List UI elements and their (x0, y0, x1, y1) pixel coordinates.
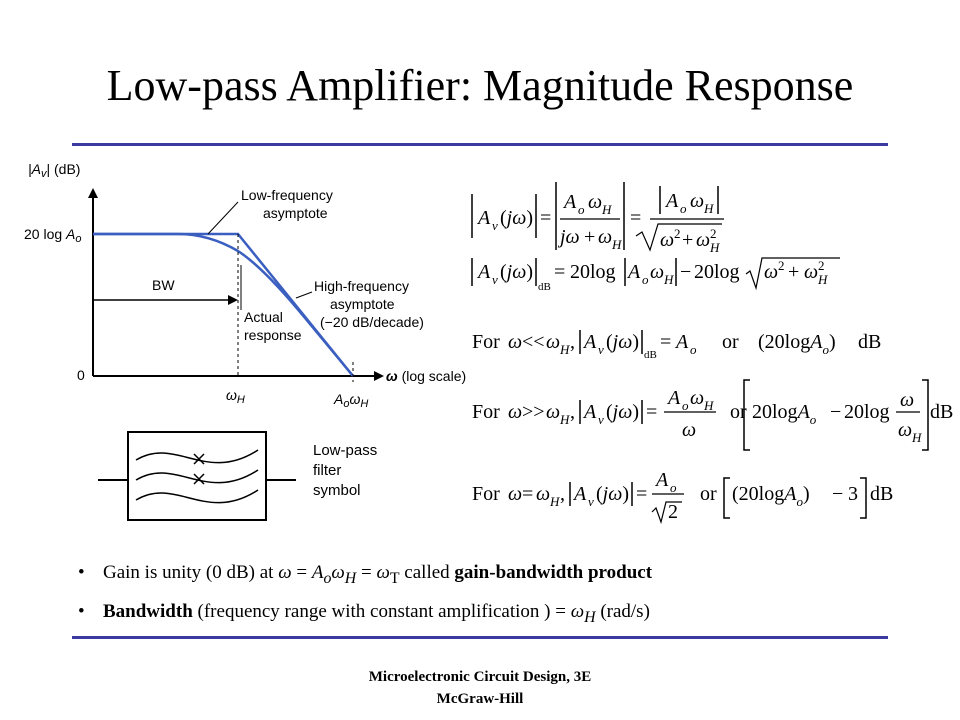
svg-text:ν: ν (598, 342, 604, 357)
svg-text:dB: dB (870, 483, 894, 505)
svg-text:(jω): (jω) (500, 207, 534, 229)
svg-text:ω: ω (682, 419, 697, 441)
bullet-list (78, 556, 652, 634)
svg-text:ω: ω (536, 483, 551, 505)
svg-text:or: or (730, 401, 747, 423)
bullet-bandwidth: • Bandwidth (frequency range with constant amplification ) = $\omega_H$ (rad/s) (78, 595, 652, 634)
svg-text:ω: ω (598, 226, 613, 248)
svg-text:+: + (682, 229, 694, 251)
svg-text:(jω): (jω) (500, 261, 534, 283)
svg-text:o: o (670, 480, 677, 495)
svg-text:>>: >> (522, 401, 545, 423)
equation-transfer-magnitude (472, 182, 724, 255)
svg-text:ω: ω (804, 261, 819, 283)
filter-symbol-label: Low-pass filter symbol (313, 442, 378, 499)
svg-text:A: A (584, 401, 597, 423)
svg-text:+: + (788, 261, 800, 283)
svg-text:dB: dB (858, 331, 882, 353)
svg-text:A: A (478, 261, 491, 283)
svg-text:H: H (664, 272, 674, 287)
svg-text:=: = (660, 331, 672, 353)
svg-text:=: = (522, 483, 534, 505)
svg-text:ω: ω (690, 387, 705, 409)
equations-panel (460, 150, 954, 530)
svg-text:20log: 20log (570, 261, 616, 283)
svg-text:=: = (554, 261, 566, 283)
svg-text:ω: ω (508, 401, 523, 423)
equation-magnitude-db (472, 258, 840, 293)
svg-text:o: o (690, 342, 697, 357)
svg-text:,: , (570, 331, 575, 353)
svg-text:H: H (704, 201, 714, 216)
y-tick-zero: 0 (77, 367, 85, 383)
svg-text:20log: 20log (694, 261, 740, 283)
svg-text:(jω): (jω) (596, 483, 630, 505)
svg-text:2: 2 (778, 258, 785, 273)
svg-text:ω: ω (898, 419, 913, 441)
svg-text:ω: ω (546, 401, 561, 423)
svg-text:H: H (912, 430, 922, 445)
footer-book-title: Microelectronic Circuit Design, 3E (368, 669, 592, 685)
svg-text:ν: ν (492, 272, 498, 287)
svg-text:dB: dB (644, 349, 657, 361)
actual-response-curve (93, 234, 353, 376)
svg-text:H: H (602, 202, 612, 217)
low-pass-filter-symbol (98, 428, 298, 524)
slide-title: Low-pass Amplifier: Magnitude Response (106, 61, 854, 110)
x-tick-omega-h: $\omega_H$ (226, 387, 245, 406)
svg-text:(jω): (jω) (606, 331, 640, 353)
bullet-gain-bandwidth: • Gain is unity (0 dB) at $\omega = A_o\omega_H = \omega_T$ called gain-bandwidth product (78, 556, 652, 595)
svg-text:=: = (636, 483, 648, 505)
svg-text:(20logAo): (20logA$_o$) (732, 483, 810, 509)
svg-text:20logAo: 20logA$_o$ (752, 401, 817, 427)
svg-text:ν: ν (598, 412, 604, 427)
svg-text:dB: dB (930, 401, 954, 423)
svg-text:20log: 20log (844, 401, 890, 423)
equation-low-frequency (472, 330, 881, 361)
svg-text:A: A (574, 483, 587, 505)
svg-text:ω: ω (650, 261, 665, 283)
svg-text:−: − (832, 483, 844, 505)
svg-text:o: o (680, 201, 687, 216)
svg-text:For: For (472, 331, 500, 353)
high-frequency-asymptote-label: High-frequency asymptote (−20 dB/decade) (314, 278, 424, 330)
svg-text:(jω): (jω) (606, 401, 640, 423)
svg-text:A: A (666, 190, 679, 212)
svg-text:H: H (560, 412, 570, 427)
svg-text:H: H (550, 494, 560, 509)
svg-text:A: A (656, 469, 669, 491)
svg-text:3: 3 (848, 483, 858, 505)
svg-text:H: H (704, 398, 714, 413)
low-frequency-leader (208, 202, 238, 234)
svg-text:+: + (584, 226, 596, 248)
svg-text:ω: ω (546, 331, 561, 353)
footer (0, 666, 960, 710)
svg-text:,: , (560, 483, 565, 505)
svg-text:ω: ω (660, 229, 675, 251)
footer-divider (72, 636, 888, 639)
actual-response-label: Actual response (244, 309, 302, 343)
svg-text:o: o (578, 202, 585, 217)
svg-text:2: 2 (668, 501, 678, 523)
svg-text:,: , (570, 401, 575, 423)
svg-text:2: 2 (674, 226, 681, 241)
title-divider (72, 143, 888, 146)
low-frequency-asymptote-line (93, 234, 353, 376)
svg-text:H: H (710, 240, 720, 255)
svg-text:A: A (628, 261, 641, 283)
svg-text:ω: ω (764, 261, 779, 283)
equation-at-corner (472, 469, 893, 523)
equation-high-frequency (472, 380, 953, 450)
bandwidth-label: BW (152, 277, 175, 293)
svg-text:o: o (642, 272, 649, 287)
svg-text:ω: ω (508, 331, 523, 353)
svg-text:A: A (564, 191, 577, 213)
svg-text:ω: ω (588, 191, 603, 213)
footer-publisher: McGraw-Hill (436, 691, 524, 707)
svg-text:H: H (612, 237, 622, 252)
bode-magnitude-plot (20, 150, 470, 410)
svg-text:H: H (560, 342, 570, 357)
x-tick-gbw: $A_o\omega_H$ (334, 391, 369, 410)
svg-text:−: − (680, 261, 692, 283)
high-frequency-leader (296, 292, 312, 298)
svg-text:ω: ω (696, 229, 711, 251)
svg-text:or: or (722, 331, 739, 353)
low-frequency-asymptote-label: Low-frequency asymptote (241, 187, 333, 221)
svg-text:ω: ω (900, 389, 915, 411)
svg-text:jω: jω (560, 226, 580, 248)
svg-text:−: − (830, 401, 842, 423)
y-tick-20logAo: 20 $\log A_o$ (24, 226, 82, 245)
svg-text:A: A (478, 207, 491, 229)
svg-text:=: = (646, 401, 658, 423)
svg-text:2: 2 (818, 258, 825, 273)
svg-text:o: o (682, 398, 689, 413)
svg-text:ω: ω (508, 483, 523, 505)
x-axis-label: ω (log scale) (386, 368, 467, 384)
svg-text:=: = (630, 207, 642, 229)
svg-text:ν: ν (492, 218, 498, 233)
svg-text:dB: dB (538, 281, 551, 293)
svg-text:A: A (668, 387, 681, 409)
svg-text:ν: ν (588, 494, 594, 509)
svg-text:For: For (472, 483, 500, 505)
y-axis-label: $|A_v|$ (dB) (28, 161, 81, 180)
svg-text:For: For (472, 401, 500, 423)
svg-text:<<: << (522, 331, 545, 353)
svg-text:A: A (584, 331, 597, 353)
svg-text:or: or (700, 483, 717, 505)
svg-text:(20logAo): (20logA$_o$) (758, 331, 836, 357)
svg-text:2: 2 (710, 226, 717, 241)
svg-text:A: A (676, 331, 689, 353)
svg-text:=: = (540, 207, 552, 229)
svg-text:H: H (818, 272, 828, 287)
svg-text:ω: ω (690, 190, 705, 212)
